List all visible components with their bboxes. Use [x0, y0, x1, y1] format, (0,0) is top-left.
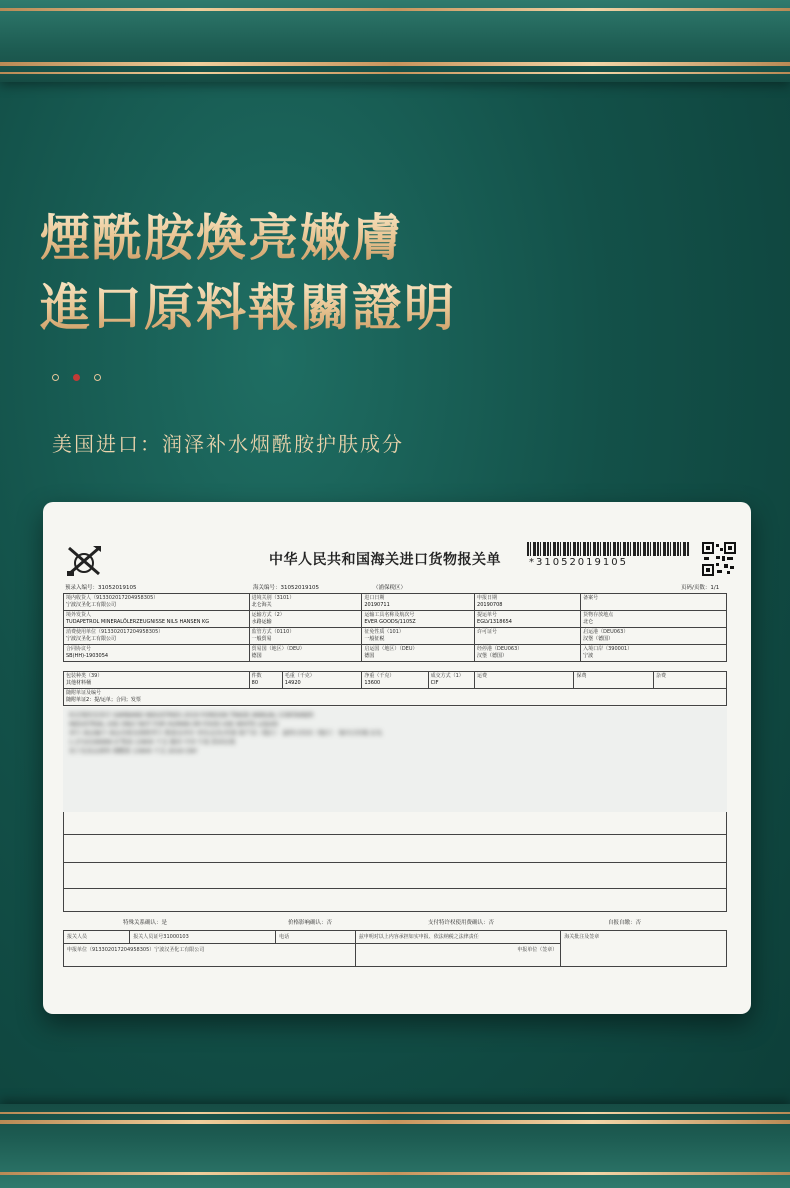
- row-divider: [64, 862, 726, 863]
- gold-line: [0, 72, 790, 74]
- table-cell: 毛重（千克） 14920: [282, 672, 362, 689]
- table-cell: 申报单位（91330201720495830​5）宁波汉圣化工有限公司: [64, 944, 356, 967]
- bottom-frame-band: [0, 1104, 790, 1188]
- table-cell: 入境口岸（390001） 宁波: [581, 645, 727, 662]
- barcode-number: *310520191​05: [529, 557, 628, 568]
- preentry-number: 预录入编号：310520191​05: [65, 585, 137, 591]
- table-cell: 海关批注及签章: [561, 931, 727, 967]
- table-row: [64, 931, 727, 944]
- table-cell: 包装种类（39） 其他材料桶: [64, 672, 250, 689]
- table-cell: 随附单证及编号 随附单证2：提/运单；合同；发票: [64, 689, 727, 706]
- table-cell: 成交方式（1） CIF: [428, 672, 474, 689]
- customs-declaration-document: [43, 502, 751, 1014]
- qr-code-icon: [702, 542, 736, 576]
- table-cell: 进境关别（3101） 北仑海关: [249, 594, 362, 611]
- gold-line: [0, 1120, 790, 1124]
- royalty-confirm: 支付特许权使用费确认：否: [428, 920, 495, 926]
- table-cell: 启运国（地区）（DEU） 德国: [362, 645, 475, 662]
- table-cell: 运费: [475, 672, 574, 689]
- packing-table: [63, 671, 727, 706]
- gold-line: [0, 1172, 790, 1175]
- blurred-goods-details: 标记唛码及备注 SAMBAND INDUSTRIES 2019 FOREIGN TRADE ANNUAL CONTAINER INDUSTRIAL USE ONLY NOT FOR HUMAN OR FOOD USE WHITE LIQUID 项号 商品编号 商品名称及规格型号 数量及单位 单价/总价/币制 原产国（地区） 最终目的国（地区） 境内目的地 征免 1 2710199990 矿物油 13600 千克 德国 中国 宁波 照章征税 用于化妆品原料 烟酰胺 13600 千克 2019 CNY: [63, 707, 727, 812]
- declaration-table: [63, 593, 727, 662]
- stamp-note: （浦保税区）: [373, 585, 407, 591]
- table-cell: 货物存放地点 北仑: [581, 611, 727, 628]
- form-title: 中华人民共和国海关进口货物报关单: [269, 552, 501, 568]
- special-relation-confirm: 特殊关系确认：是: [123, 920, 168, 926]
- table-cell: 保费: [574, 672, 654, 689]
- price-effect-confirm: 价格影响确认：否: [288, 920, 333, 926]
- table-cell: 报关人员证号31000103: [130, 931, 276, 944]
- row-divider: [64, 888, 726, 889]
- table-cell: 报关人员: [64, 931, 130, 944]
- table-cell: 征免性质（101） 一般征税: [362, 628, 475, 645]
- table-cell: 申报日期 20190708: [475, 594, 581, 611]
- footer-table: [63, 930, 727, 967]
- table-row: [64, 672, 727, 689]
- table-cell: 申报单位（签章）: [355, 944, 561, 967]
- table-cell: 提运单号 EGLV1318654: [475, 611, 581, 628]
- customs-emblem-icon: [65, 544, 103, 578]
- carousel-dot[interactable]: [52, 374, 59, 381]
- gold-line: [0, 1112, 790, 1114]
- table-row: [64, 611, 727, 628]
- page-title-line-2: 進口原料報關證明: [40, 268, 456, 340]
- table-cell: 监管方式（0110） 一般贸易: [249, 628, 362, 645]
- table-cell: 净重（千克） 13600: [362, 672, 428, 689]
- table-cell: 备案号: [581, 594, 727, 611]
- table-cell: 杂费: [654, 672, 727, 689]
- table-cell: 电话: [276, 931, 356, 944]
- table-cell: 兹申明对以上内容承担如实申报、依法纳税之法律责任: [355, 931, 561, 944]
- page-title-line-1: 煙酰胺煥亮嫩膚: [40, 198, 404, 270]
- goods-item-rows: [63, 812, 727, 912]
- table-row: [64, 689, 727, 706]
- table-row: [64, 594, 727, 611]
- table-cell: 合同协议号 SB(HH)-1903054: [64, 645, 250, 662]
- carousel-dots: [52, 374, 101, 381]
- subtitle: 美国进口：润泽补水烟酰胺护肤成分: [52, 432, 404, 456]
- table-cell: 运输工具名称及航次号 EVER GOODS/1105Z: [362, 611, 475, 628]
- table-cell: 境外发货人 TUDAPETROL MINERALÖLERZEUGNISSE NILS HANSEN KG: [64, 611, 250, 628]
- table-cell: 许可证号: [475, 628, 581, 645]
- table-cell: 运输方式（2） 水路运输: [249, 611, 362, 628]
- table-cell: 启运港（DEU063） 汉堡（德国）: [581, 628, 727, 645]
- top-frame-band: [0, 0, 790, 82]
- table-row: [64, 645, 727, 662]
- table-cell: 贸易国（地区）（DEU） 德国: [249, 645, 362, 662]
- table-cell: 经停港（DEU063） 汉堡（德国）: [475, 645, 581, 662]
- gold-line: [0, 8, 790, 11]
- self-declare-confirm: 自报自缴：否: [608, 920, 642, 926]
- gold-line: [0, 62, 790, 66]
- carousel-dot-active[interactable]: [73, 374, 80, 381]
- table-cell: 消费使用单位（91330201720495830​5） 宁波汉圣化工有限公司: [64, 628, 250, 645]
- barcode: [527, 542, 690, 556]
- customs-number: 海关编号：310520191​05: [253, 585, 319, 591]
- row-divider: [64, 834, 726, 835]
- table-cell: 件数 80: [249, 672, 282, 689]
- table-cell: 境内收货人（91330201720495830​5） 宁波汉圣化工有限公司: [64, 594, 250, 611]
- carousel-dot[interactable]: [94, 374, 101, 381]
- table-row: [64, 628, 727, 645]
- page-count: 页码/页数：1/1: [681, 585, 720, 591]
- table-cell: 进口日期 20190711: [362, 594, 475, 611]
